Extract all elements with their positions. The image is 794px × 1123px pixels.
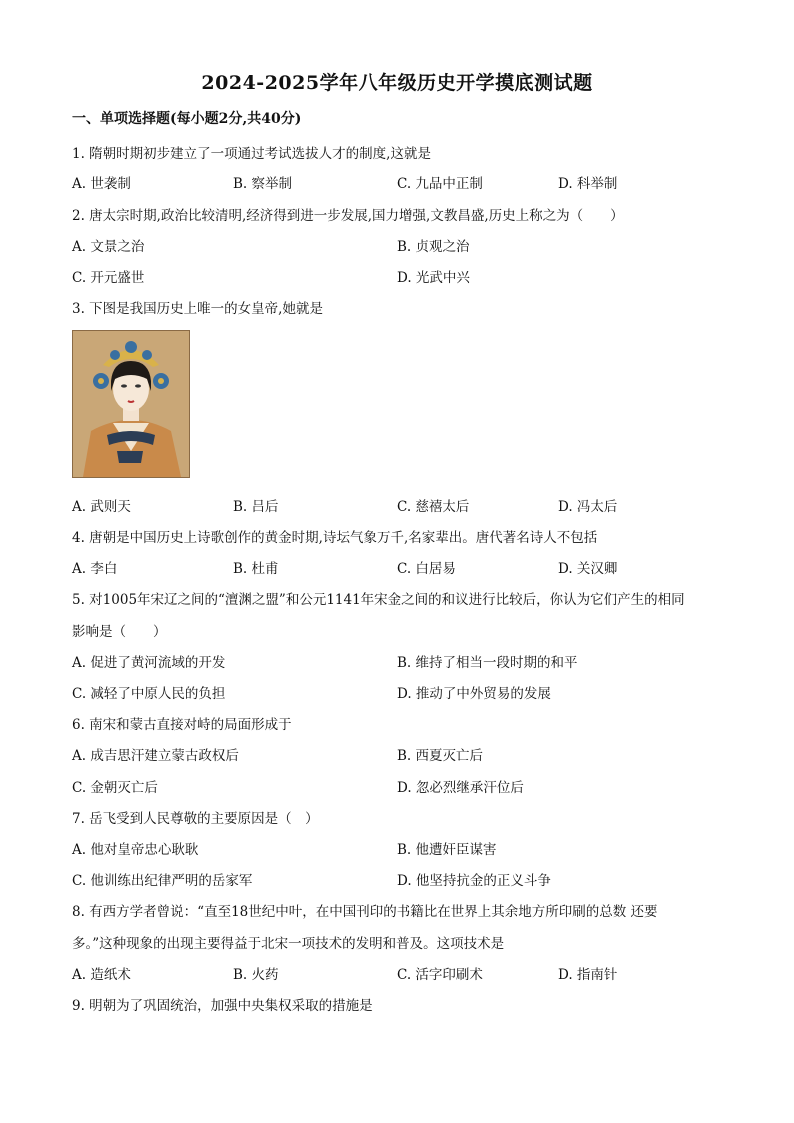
option-a[interactable]: A. 他对皇帝忠心耿耿 <box>72 842 199 858</box>
question-8-stem-continued: 多。”这种现象的出现主要得益于北宋一项技术的发明和普及。这项技术是 <box>72 936 505 952</box>
question-5-stem: 5. 对1005年宋辽之间的“澶渊之盟”和公元1141年宋金之间的和议进行比较后，你认为它们产生的相同 <box>72 592 685 608</box>
question-2-stem: 2. 唐太宗时期,政治比较清明,经济得到进一步发展,国力增强,文教昌盛,历史上称之为（ ） <box>72 208 624 224</box>
option-b[interactable]: B. 他遭奸臣谋害 <box>397 842 497 858</box>
question-6-stem: 6. 南宋和蒙古直接对峙的局面形成于 <box>72 717 292 733</box>
question-7-options-row2 <box>72 869 732 889</box>
option-c[interactable]: C. 减轻了中原人民的负担 <box>72 686 226 702</box>
question-1-stem: 1. 隋朝时期初步建立了一项通过考试选拔人才的制度,这就是 <box>72 146 431 162</box>
question-1-options <box>72 172 732 192</box>
option-a[interactable]: A. 文景之治 <box>72 239 145 255</box>
option-a[interactable]: A. 造纸术 <box>72 967 131 983</box>
page-title: 2024-2025学年八年级历史开学摸底测试题 <box>201 72 593 94</box>
option-d[interactable]: D. 关汉卿 <box>558 561 618 577</box>
question-4-stem: 4. 唐朝是中国历史上诗歌创作的黄金时期,诗坛气象万千,名家辈出。唐代著名诗人不包括 <box>72 530 598 546</box>
question-4-options <box>72 557 732 577</box>
question-5-stem-continued: 影响是（ ） <box>72 624 167 640</box>
option-b[interactable]: B. 维持了相当一段时期的和平 <box>397 655 578 671</box>
option-d[interactable]: D. 忽必烈继承汗位后 <box>397 780 524 796</box>
option-a[interactable]: A. 成吉思汗建立蒙古政权后 <box>72 748 239 764</box>
question-5-options-row2 <box>72 682 732 702</box>
question-5-options-row1 <box>72 651 732 671</box>
option-b[interactable]: B. 西夏灭亡后 <box>397 748 484 764</box>
question-9-stem: 9. 明朝为了巩固统治，加强中央集权采取的措施是 <box>72 998 373 1014</box>
question-2-options-row1 <box>72 235 732 255</box>
question-7-stem: 7. 岳飞受到人民尊敬的主要原因是（ ） <box>72 811 319 827</box>
question-8-stem: 8. 有西方学者曾说：“直至18世纪中叶，在中国刊印的书籍比在世界上其余地方所印刷的总数 还要 <box>72 904 658 920</box>
question-3-options <box>72 495 732 515</box>
option-c[interactable]: C. 金朝灭亡后 <box>72 780 158 796</box>
option-d[interactable]: D. 指南针 <box>558 967 618 983</box>
option-b[interactable]: B. 贞观之治 <box>397 239 470 255</box>
question-8-options <box>72 963 732 983</box>
option-c[interactable]: C. 九品中正制 <box>397 176 483 192</box>
option-c[interactable]: C. 慈禧太后 <box>397 499 470 515</box>
option-c[interactable]: C. 开元盛世 <box>72 270 145 286</box>
option-c[interactable]: C. 他训练出纪律严明的岳家军 <box>72 873 253 889</box>
question-6-options-row1 <box>72 744 732 764</box>
option-d[interactable]: D. 光武中兴 <box>397 270 470 286</box>
option-a[interactable]: A. 武则天 <box>72 499 131 515</box>
question-6-options-row2 <box>72 776 732 796</box>
option-d[interactable]: D. 科举制 <box>558 176 618 192</box>
option-c[interactable]: C. 白居易 <box>397 561 456 577</box>
option-d[interactable]: D. 推动了中外贸易的发展 <box>397 686 551 702</box>
empress-portrait-image <box>72 330 190 478</box>
option-c[interactable]: C. 活字印刷术 <box>397 967 483 983</box>
question-2-options-row2 <box>72 266 732 286</box>
option-b[interactable]: B. 火药 <box>233 967 279 983</box>
option-a[interactable]: A. 世袭制 <box>72 176 131 192</box>
question-3-stem: 3. 下图是我国历史上唯一的女皇帝,她就是 <box>72 301 323 317</box>
option-b[interactable]: B. 吕后 <box>233 499 279 515</box>
option-a[interactable]: A. 促进了黄河流域的开发 <box>72 655 226 671</box>
option-d[interactable]: D. 冯太后 <box>558 499 618 515</box>
section-heading: 一、单项选择题(每小题2分,共40分) <box>72 111 302 127</box>
empress-portrait-drawing <box>73 331 189 477</box>
option-b[interactable]: B. 杜甫 <box>233 561 279 577</box>
option-a[interactable]: A. 李白 <box>72 561 118 577</box>
question-7-options-row1 <box>72 838 732 858</box>
option-d[interactable]: D. 他坚持抗金的正义斗争 <box>397 873 551 889</box>
option-b[interactable]: B. 察举制 <box>233 176 293 192</box>
